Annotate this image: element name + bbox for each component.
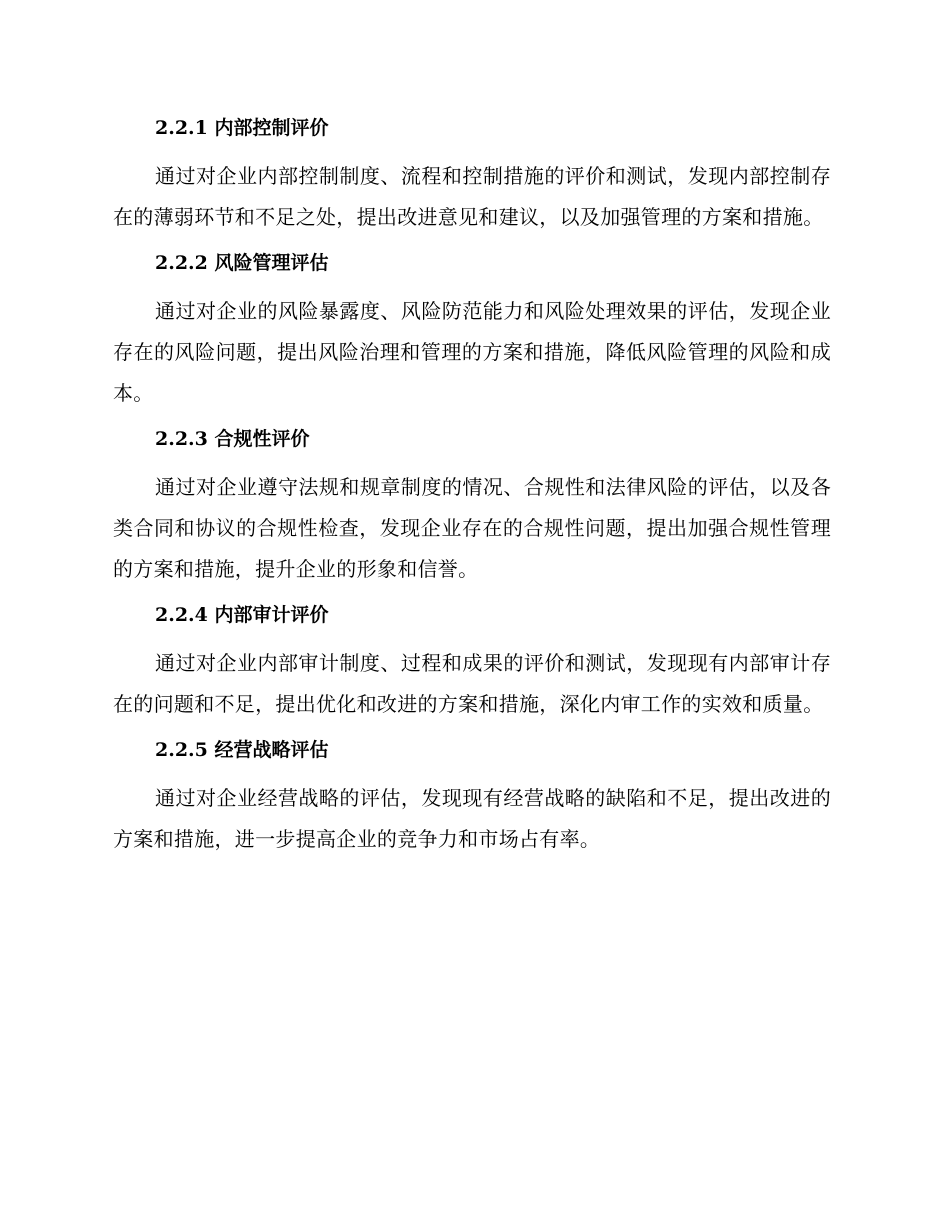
section-paragraph: 通过对企业内部审计制度、过程和成果的评价和测试，发现现有内部审计存在的问题和不足，提出优化和改进的方案和措施，深化内审工作的实效和质量。 [113, 651, 831, 716]
section-heading: 2.2.2 风险管理评估 [155, 252, 329, 274]
section-heading: 2.2.5 经营战略评估 [155, 739, 329, 761]
section-paragraph: 通过对企业经营战略的评估，发现现有经营战略的缺陷和不足，提出改进的方案和措施，进一步提高企业的竞争力和市场占有率。 [113, 786, 831, 851]
document-content [113, 108, 831, 860]
section-internal-audit [113, 595, 831, 725]
section-business-strategy [113, 730, 831, 860]
section-heading: 2.2.4 内部审计评价 [155, 604, 329, 626]
section-risk-management [113, 243, 831, 414]
section-heading: 2.2.3 合规性评价 [155, 428, 310, 450]
section-paragraph: 通过对企业遵守法规和规章制度的情况、合规性和法律风险的评估，以及各类合同和协议的合规性检查，发现企业存在的合规性问题，提出加强合规性管理的方案和措施，提升企业的形象和信誉。 [113, 475, 831, 581]
section-compliance [113, 419, 831, 590]
section-paragraph: 通过对企业的风险暴露度、风险防范能力和风险处理效果的评估，发现企业存在的风险问题，提出风险治理和管理的方案和措施，降低风险管理的风险和成本。 [113, 299, 831, 405]
section-internal-control [113, 108, 831, 238]
section-paragraph: 通过对企业内部控制制度、流程和控制措施的评价和测试，发现内部控制存在的薄弱环节和不足之处，提出改进意见和建议，以及加强管理的方案和措施。 [113, 164, 831, 229]
section-heading: 2.2.1 内部控制评价 [155, 117, 329, 139]
